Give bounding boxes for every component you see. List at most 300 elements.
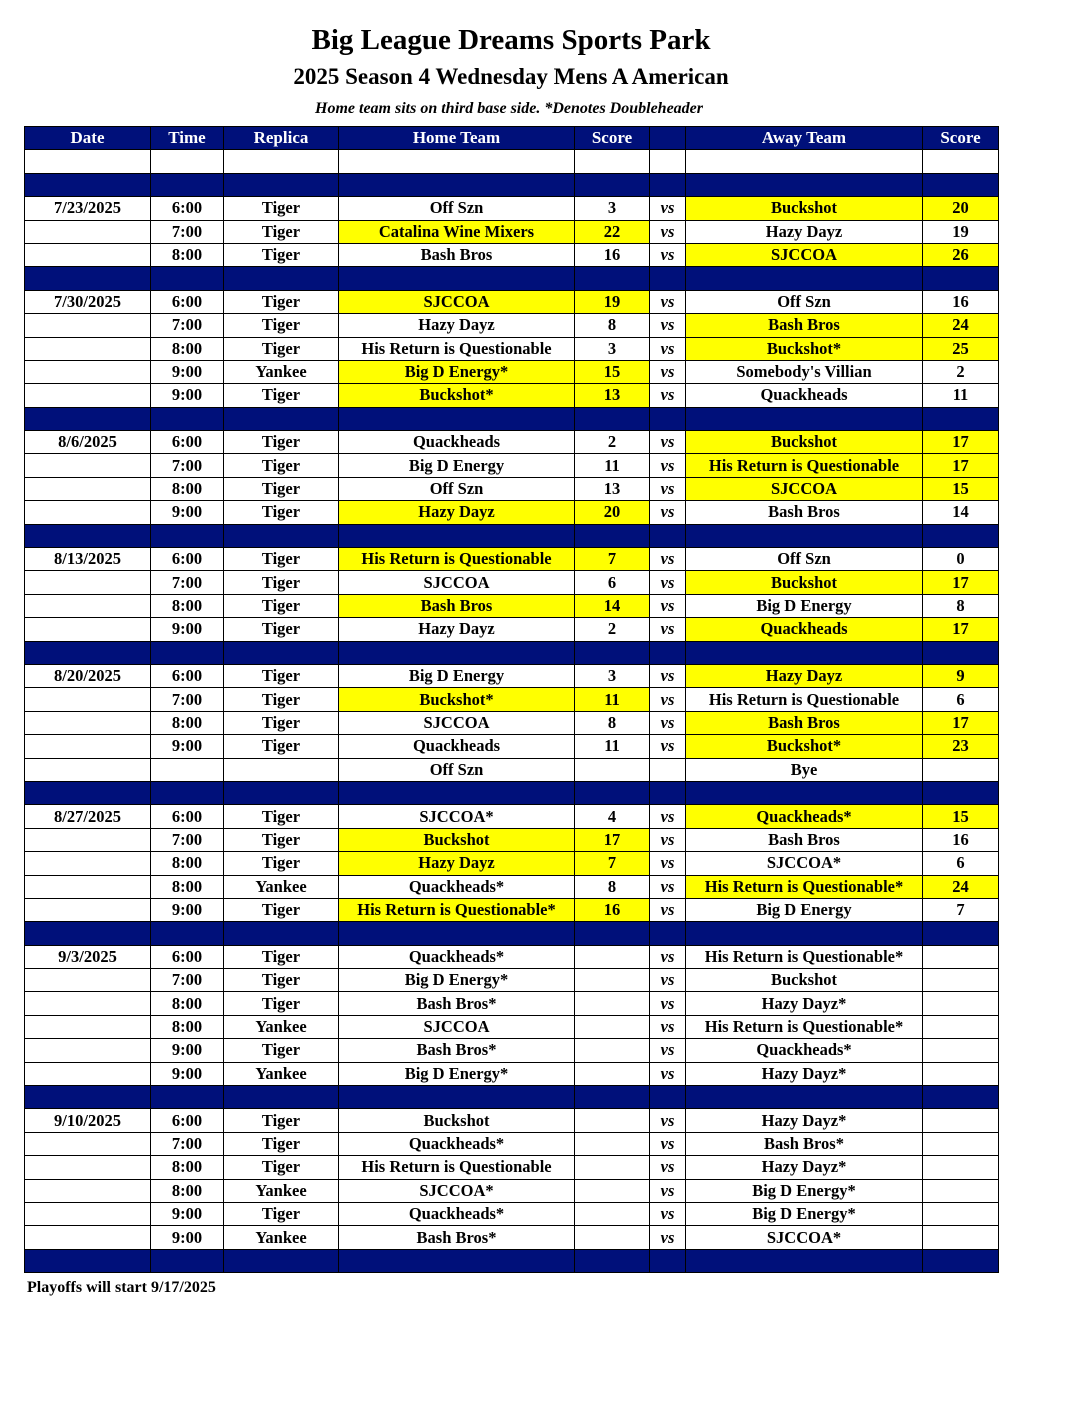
vs-label: vs <box>650 1179 686 1202</box>
page-subtitle: 2025 Season 4 Wednesday Mens A American <box>293 64 729 89</box>
away-score: 24 <box>923 875 999 898</box>
away-score: 9 <box>923 664 999 687</box>
home-team: Off Szn <box>339 477 575 500</box>
away-team: Big D Energy* <box>686 1202 923 1225</box>
game-date <box>25 758 151 781</box>
game-replica: Tiger <box>224 969 339 992</box>
home-team: Buckshot <box>339 828 575 851</box>
away-team: SJCCOA <box>686 477 923 500</box>
game-date <box>25 852 151 875</box>
game-replica: Tiger <box>224 805 339 828</box>
away-team: Buckshot* <box>686 337 923 360</box>
away-team: His Return is Questionable* <box>686 875 923 898</box>
away-team: Big D Energy* <box>686 1179 923 1202</box>
game-date <box>25 501 151 524</box>
column-header-time: Time <box>151 127 224 150</box>
vs-label: vs <box>650 992 686 1015</box>
game-time: 9:00 <box>151 618 224 641</box>
vs-label: vs <box>650 1226 686 1249</box>
game-row <box>25 454 999 477</box>
game-time: 9:00 <box>151 1062 224 1085</box>
game-date <box>25 1015 151 1038</box>
game-time: 8:00 <box>151 992 224 1015</box>
away-team: Big D Energy <box>686 594 923 617</box>
game-row <box>25 571 999 594</box>
game-date <box>25 314 151 337</box>
home-score: 4 <box>575 805 650 828</box>
game-row <box>25 220 999 243</box>
home-team: His Return is Questionable <box>339 1156 575 1179</box>
game-row <box>25 243 999 266</box>
game-row <box>25 197 999 220</box>
away-score <box>923 992 999 1015</box>
away-team: Off Szn <box>686 548 923 571</box>
away-score <box>923 1202 999 1225</box>
home-score: 7 <box>575 548 650 571</box>
away-score: 0 <box>923 548 999 571</box>
away-team: Hazy Dayz <box>686 664 923 687</box>
home-score <box>575 1062 650 1085</box>
away-team: His Return is Questionable* <box>686 1015 923 1038</box>
vs-label: vs <box>650 360 686 383</box>
away-score: 20 <box>923 197 999 220</box>
game-time: 7:00 <box>151 688 224 711</box>
game-time: 7:00 <box>151 220 224 243</box>
doubleheader-note: Home team sits on third base side. *Denotes Doubleheader <box>315 100 703 117</box>
game-replica: Tiger <box>224 1109 339 1132</box>
game-time: 7:00 <box>151 571 224 594</box>
away-team: Somebody's Villian <box>686 360 923 383</box>
game-row <box>25 1179 999 1202</box>
game-replica: Tiger <box>224 945 339 968</box>
game-time: 8:00 <box>151 594 224 617</box>
home-score: 11 <box>575 454 650 477</box>
game-time: 9:00 <box>151 898 224 921</box>
away-team: Quackheads* <box>686 805 923 828</box>
home-score: 2 <box>575 618 650 641</box>
game-date: 8/20/2025 <box>25 664 151 687</box>
home-team: SJCCOA <box>339 1015 575 1038</box>
game-time: 6:00 <box>151 1109 224 1132</box>
game-row <box>25 1109 999 1132</box>
away-team: SJCCOA* <box>686 1226 923 1249</box>
vs-label: vs <box>650 501 686 524</box>
game-date: 9/3/2025 <box>25 945 151 968</box>
game-replica: Tiger <box>224 501 339 524</box>
game-row <box>25 1015 999 1038</box>
game-row <box>25 314 999 337</box>
vs-label: vs <box>650 337 686 360</box>
home-team: SJCCOA <box>339 290 575 313</box>
game-row <box>25 875 999 898</box>
game-time: 9:00 <box>151 384 224 407</box>
away-score <box>923 945 999 968</box>
home-score: 16 <box>575 243 650 266</box>
game-time: 6:00 <box>151 290 224 313</box>
game-row <box>25 945 999 968</box>
game-replica: Tiger <box>224 337 339 360</box>
game-date <box>25 875 151 898</box>
header-row <box>25 127 999 150</box>
away-team: Bye <box>686 758 923 781</box>
home-team: Off Szn <box>339 197 575 220</box>
game-replica: Tiger <box>224 618 339 641</box>
home-score: 15 <box>575 360 650 383</box>
vs-label: vs <box>650 1062 686 1085</box>
away-team: Hazy Dayz* <box>686 1156 923 1179</box>
game-time <box>151 758 224 781</box>
away-team: Bash Bros <box>686 501 923 524</box>
game-date <box>25 735 151 758</box>
game-replica: Tiger <box>224 243 339 266</box>
away-score: 16 <box>923 828 999 851</box>
game-row <box>25 501 999 524</box>
away-score <box>923 1039 999 1062</box>
game-replica: Tiger <box>224 220 339 243</box>
home-team: Bash Bros* <box>339 1226 575 1249</box>
home-score <box>575 969 650 992</box>
home-team: His Return is Questionable <box>339 337 575 360</box>
game-date <box>25 220 151 243</box>
home-team: Big D Energy* <box>339 969 575 992</box>
game-time: 8:00 <box>151 477 224 500</box>
home-team: Hazy Dayz <box>339 314 575 337</box>
column-header-replica: Replica <box>224 127 339 150</box>
week-separator-row <box>25 781 999 804</box>
home-team: Hazy Dayz <box>339 618 575 641</box>
game-date: 7/23/2025 <box>25 197 151 220</box>
game-replica: Tiger <box>224 735 339 758</box>
home-score: 7 <box>575 852 650 875</box>
home-score: 17 <box>575 828 650 851</box>
away-team: Quackheads* <box>686 1039 923 1062</box>
away-score: 17 <box>923 454 999 477</box>
game-replica: Tiger <box>224 314 339 337</box>
home-score: 3 <box>575 197 650 220</box>
game-row <box>25 1156 999 1179</box>
game-row <box>25 969 999 992</box>
game-row <box>25 688 999 711</box>
home-team: Buckshot* <box>339 688 575 711</box>
game-time: 8:00 <box>151 875 224 898</box>
game-date <box>25 969 151 992</box>
vs-label: vs <box>650 969 686 992</box>
home-team: Buckshot* <box>339 384 575 407</box>
home-team: His Return is Questionable* <box>339 898 575 921</box>
away-score: 17 <box>923 618 999 641</box>
away-score: 11 <box>923 384 999 407</box>
column-header-away-score: Score <box>923 127 999 150</box>
away-team: His Return is Questionable* <box>686 945 923 968</box>
away-team: Bash Bros <box>686 711 923 734</box>
home-score <box>575 1015 650 1038</box>
game-replica: Yankee <box>224 360 339 383</box>
game-row <box>25 898 999 921</box>
home-score <box>575 758 650 781</box>
vs-label: vs <box>650 384 686 407</box>
game-replica: Tiger <box>224 898 339 921</box>
away-team: Quackheads <box>686 618 923 641</box>
away-team: SJCCOA* <box>686 852 923 875</box>
game-date: 8/13/2025 <box>25 548 151 571</box>
away-team: Buckshot <box>686 969 923 992</box>
column-header-vs <box>650 127 686 150</box>
vs-label: vs <box>650 618 686 641</box>
game-row <box>25 711 999 734</box>
game-row <box>25 664 999 687</box>
game-time: 7:00 <box>151 969 224 992</box>
game-date <box>25 688 151 711</box>
column-header-date: Date <box>25 127 151 150</box>
week-separator-row <box>25 1249 999 1272</box>
game-replica: Tiger <box>224 688 339 711</box>
page-title: Big League Dreams Sports Park <box>311 24 711 56</box>
away-score: 26 <box>923 243 999 266</box>
home-team: His Return is Questionable <box>339 548 575 571</box>
away-team: Bash Bros <box>686 828 923 851</box>
away-team: Bash Bros <box>686 314 923 337</box>
away-team: Hazy Dayz* <box>686 992 923 1015</box>
home-team: Quackheads* <box>339 875 575 898</box>
home-score <box>575 1226 650 1249</box>
game-replica: Yankee <box>224 875 339 898</box>
home-team: Big D Energy <box>339 664 575 687</box>
game-time: 8:00 <box>151 852 224 875</box>
vs-label: vs <box>650 1202 686 1225</box>
home-team: SJCCOA <box>339 711 575 734</box>
game-time: 8:00 <box>151 1156 224 1179</box>
vs-label: vs <box>650 220 686 243</box>
week-separator-row <box>25 173 999 196</box>
game-row <box>25 1132 999 1155</box>
game-time: 9:00 <box>151 1202 224 1225</box>
home-team: Big D Energy* <box>339 360 575 383</box>
game-row <box>25 992 999 1015</box>
home-score <box>575 992 650 1015</box>
game-date <box>25 1062 151 1085</box>
game-date <box>25 1039 151 1062</box>
game-date <box>25 828 151 851</box>
away-team: Buckshot <box>686 431 923 454</box>
home-team: Buckshot <box>339 1109 575 1132</box>
game-date <box>25 1226 151 1249</box>
game-date <box>25 384 151 407</box>
game-row <box>25 1062 999 1085</box>
home-team: SJCCOA* <box>339 805 575 828</box>
game-date <box>25 1179 151 1202</box>
week-separator-row <box>25 524 999 547</box>
game-replica: Tiger <box>224 1132 339 1155</box>
vs-label: vs <box>650 1109 686 1132</box>
column-header-home-score: Score <box>575 127 650 150</box>
game-row <box>25 1202 999 1225</box>
away-score <box>923 1156 999 1179</box>
column-header-away-team: Away Team <box>686 127 923 150</box>
game-date <box>25 618 151 641</box>
game-date: 8/6/2025 <box>25 431 151 454</box>
home-score: 3 <box>575 337 650 360</box>
game-replica: Tiger <box>224 992 339 1015</box>
home-score: 16 <box>575 898 650 921</box>
home-score: 19 <box>575 290 650 313</box>
home-team: Quackheads <box>339 431 575 454</box>
game-replica: Tiger <box>224 1039 339 1062</box>
game-time: 8:00 <box>151 711 224 734</box>
home-score: 11 <box>575 735 650 758</box>
home-team: Quackheads <box>339 735 575 758</box>
away-team: Hazy Dayz <box>686 220 923 243</box>
away-score: 14 <box>923 501 999 524</box>
home-score <box>575 1039 650 1062</box>
game-row <box>25 618 999 641</box>
away-team: Buckshot* <box>686 735 923 758</box>
game-row <box>25 384 999 407</box>
away-score <box>923 1015 999 1038</box>
away-team: Big D Energy <box>686 898 923 921</box>
home-score: 8 <box>575 314 650 337</box>
game-replica: Tiger <box>224 1202 339 1225</box>
game-time: 7:00 <box>151 828 224 851</box>
game-date: 9/10/2025 <box>25 1109 151 1132</box>
game-time: 6:00 <box>151 548 224 571</box>
game-time: 6:00 <box>151 431 224 454</box>
game-time: 8:00 <box>151 1179 224 1202</box>
game-time: 6:00 <box>151 664 224 687</box>
away-score: 17 <box>923 711 999 734</box>
vs-label: vs <box>650 664 686 687</box>
game-row <box>25 735 999 758</box>
game-time: 6:00 <box>151 945 224 968</box>
away-team: Hazy Dayz* <box>686 1109 923 1132</box>
vs-label: vs <box>650 1132 686 1155</box>
game-row <box>25 852 999 875</box>
vs-label: vs <box>650 431 686 454</box>
vs-label: vs <box>650 1015 686 1038</box>
game-time: 8:00 <box>151 337 224 360</box>
home-score <box>575 1179 650 1202</box>
vs-label: vs <box>650 898 686 921</box>
away-score: 24 <box>923 314 999 337</box>
away-score <box>923 1109 999 1132</box>
week-separator-row <box>25 641 999 664</box>
game-row <box>25 290 999 313</box>
away-score <box>923 758 999 781</box>
home-score <box>575 1109 650 1132</box>
vs-label: vs <box>650 197 686 220</box>
home-team: Bash Bros <box>339 243 575 266</box>
away-score: 8 <box>923 594 999 617</box>
vs-label: vs <box>650 314 686 337</box>
away-team: Bash Bros* <box>686 1132 923 1155</box>
home-score: 13 <box>575 477 650 500</box>
home-team: SJCCOA <box>339 571 575 594</box>
game-date <box>25 992 151 1015</box>
away-team: Buckshot <box>686 197 923 220</box>
home-score <box>575 1202 650 1225</box>
game-date <box>25 1202 151 1225</box>
vs-label: vs <box>650 548 686 571</box>
game-replica: Tiger <box>224 664 339 687</box>
away-score: 15 <box>923 477 999 500</box>
game-replica <box>224 758 339 781</box>
game-replica: Tiger <box>224 828 339 851</box>
home-score: 11 <box>575 688 650 711</box>
vs-label: vs <box>650 805 686 828</box>
game-time: 9:00 <box>151 360 224 383</box>
game-date <box>25 898 151 921</box>
vs-label: vs <box>650 852 686 875</box>
away-score: 15 <box>923 805 999 828</box>
away-score: 2 <box>923 360 999 383</box>
game-date <box>25 711 151 734</box>
vs-label: vs <box>650 711 686 734</box>
away-score <box>923 1132 999 1155</box>
game-date: 7/30/2025 <box>25 290 151 313</box>
home-team: Hazy Dayz <box>339 501 575 524</box>
game-date <box>25 477 151 500</box>
home-team: Catalina Wine Mixers <box>339 220 575 243</box>
vs-label: vs <box>650 1039 686 1062</box>
vs-label: vs <box>650 875 686 898</box>
home-team: Big D Energy <box>339 454 575 477</box>
game-replica: Tiger <box>224 197 339 220</box>
away-score: 23 <box>923 735 999 758</box>
game-time: 7:00 <box>151 1132 224 1155</box>
game-replica: Yankee <box>224 1226 339 1249</box>
vs-label: vs <box>650 735 686 758</box>
game-replica: Tiger <box>224 454 339 477</box>
game-row <box>25 828 999 851</box>
game-time: 8:00 <box>151 243 224 266</box>
column-header-home-team: Home Team <box>339 127 575 150</box>
away-score: 17 <box>923 571 999 594</box>
home-team: Off Szn <box>339 758 575 781</box>
vs-label: vs <box>650 945 686 968</box>
game-replica: Yankee <box>224 1015 339 1038</box>
home-team: Bash Bros* <box>339 1039 575 1062</box>
game-time: 9:00 <box>151 501 224 524</box>
schedule-body <box>25 150 999 1273</box>
home-score: 3 <box>575 664 650 687</box>
week-separator-row <box>25 1086 999 1109</box>
game-row <box>25 431 999 454</box>
game-row <box>25 477 999 500</box>
home-score: 14 <box>575 594 650 617</box>
game-row <box>25 1039 999 1062</box>
home-team: Quackheads* <box>339 1132 575 1155</box>
game-replica: Tiger <box>224 477 339 500</box>
away-score: 6 <box>923 688 999 711</box>
home-score: 22 <box>575 220 650 243</box>
away-score: 19 <box>923 220 999 243</box>
game-date <box>25 360 151 383</box>
game-replica: Tiger <box>224 571 339 594</box>
game-row <box>25 594 999 617</box>
game-row <box>25 1226 999 1249</box>
game-replica: Tiger <box>224 290 339 313</box>
home-team: Quackheads* <box>339 945 575 968</box>
home-team: SJCCOA* <box>339 1179 575 1202</box>
game-time: 9:00 <box>151 1226 224 1249</box>
game-date <box>25 571 151 594</box>
home-score <box>575 1156 650 1179</box>
game-time: 9:00 <box>151 735 224 758</box>
vs-label <box>650 758 686 781</box>
game-date <box>25 1156 151 1179</box>
week-separator-row <box>25 407 999 430</box>
vs-label: vs <box>650 1156 686 1179</box>
away-score: 25 <box>923 337 999 360</box>
